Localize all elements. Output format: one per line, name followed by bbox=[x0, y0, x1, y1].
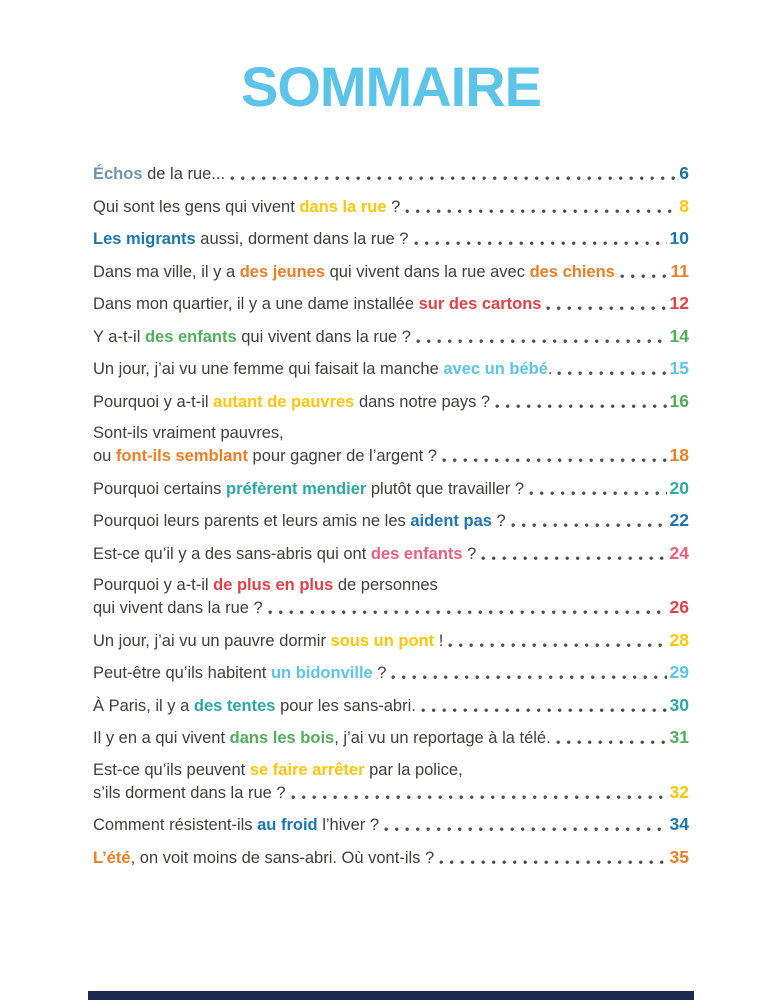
plain-text: plutôt que travailler ? bbox=[366, 479, 525, 498]
toc-line bbox=[93, 661, 689, 684]
toc-line bbox=[93, 596, 689, 619]
toc-entry bbox=[93, 227, 689, 250]
dot-leader bbox=[391, 675, 666, 680]
toc-line bbox=[93, 813, 689, 836]
plain-text: qui vivent dans la rue avec bbox=[325, 262, 530, 281]
highlight-text: des jeunes bbox=[239, 262, 326, 281]
toc-entry bbox=[93, 509, 689, 532]
toc-line bbox=[93, 629, 689, 652]
plain-text: dans notre pays ? bbox=[354, 392, 491, 411]
highlight-text: des tentes bbox=[193, 696, 276, 715]
toc-line bbox=[93, 574, 689, 596]
plain-text: l’hiver ? bbox=[317, 816, 380, 834]
plain-text: Y a-t-il bbox=[93, 327, 145, 346]
highlight-text: Échos bbox=[93, 165, 143, 183]
page-number: 29 bbox=[669, 662, 689, 682]
toc-line bbox=[93, 162, 689, 185]
toc-entry bbox=[93, 162, 689, 185]
toc-entry bbox=[93, 195, 689, 218]
highlight-text: dans les bois bbox=[229, 729, 335, 747]
page-number: 15 bbox=[669, 358, 689, 378]
page-number: 10 bbox=[669, 228, 689, 248]
plain-text: pour les sans-abri. bbox=[275, 696, 416, 715]
dot-leader bbox=[414, 241, 667, 246]
toc-entry bbox=[93, 574, 689, 619]
plain-text: s’ils dorment dans la rue ? bbox=[93, 783, 286, 802]
page-number: 11 bbox=[670, 260, 689, 281]
toc-line bbox=[93, 781, 689, 804]
dot-leader bbox=[557, 371, 666, 376]
highlight-text: au froid bbox=[257, 816, 318, 834]
dot-leader bbox=[384, 827, 666, 832]
page-number: 14 bbox=[669, 325, 689, 346]
entry-text bbox=[93, 847, 434, 869]
plain-text: ? bbox=[372, 664, 387, 682]
plain-text: Peut-être qu’ils habitent bbox=[93, 664, 271, 682]
plain-text: Sont-ils vraiment pauvres, bbox=[93, 424, 284, 442]
plain-text: , on voit moins de sans-abri. Où vont-ils ? bbox=[130, 848, 435, 867]
plain-text: Dans ma ville, il y a bbox=[93, 262, 240, 281]
toc-entry bbox=[93, 661, 689, 684]
page-number: 20 bbox=[669, 477, 689, 498]
plain-text: Est-ce qu’il y a des sans-abris qui ont bbox=[93, 544, 371, 563]
toc-entry bbox=[93, 260, 689, 283]
dot-leader bbox=[529, 491, 666, 496]
entry-text bbox=[93, 782, 286, 804]
dot-leader bbox=[442, 458, 667, 463]
plain-text: ! bbox=[434, 631, 444, 650]
page-title: SOMMAIRE bbox=[241, 55, 541, 118]
plain-text: par la police, bbox=[364, 760, 463, 779]
toc-line bbox=[93, 357, 689, 380]
dot-leader bbox=[421, 708, 667, 713]
page-edge-bar bbox=[88, 991, 694, 1000]
entry-text bbox=[93, 574, 438, 596]
plain-text: Un jour, j’ai vu une femme qui faisait la manche bbox=[93, 360, 444, 378]
page-number: 6 bbox=[679, 163, 689, 183]
entry-text bbox=[93, 261, 615, 283]
dot-leader bbox=[556, 740, 667, 745]
dot-leader bbox=[495, 404, 666, 409]
toc-entry bbox=[93, 325, 689, 348]
toc-line bbox=[93, 509, 689, 532]
toc-line bbox=[93, 444, 689, 467]
entry-text bbox=[93, 630, 443, 652]
toc-line bbox=[93, 694, 689, 717]
entry-text bbox=[93, 358, 552, 380]
toc-entry bbox=[93, 422, 689, 467]
plain-text: , j’ai vu un reportage à la télé. bbox=[334, 729, 551, 747]
plain-text: ? bbox=[386, 197, 401, 216]
dot-leader bbox=[416, 339, 667, 344]
plain-text: Pourquoi leurs parents et leurs amis ne les bbox=[93, 512, 411, 530]
page-number: 31 bbox=[669, 727, 689, 747]
toc-line bbox=[93, 227, 689, 250]
entry-text bbox=[93, 391, 490, 413]
entry-text bbox=[93, 422, 284, 444]
page-number: 35 bbox=[669, 846, 689, 867]
plain-text: Pourquoi y a-t-il bbox=[93, 392, 214, 411]
dot-leader bbox=[405, 209, 676, 214]
page-number: 30 bbox=[669, 694, 689, 715]
dot-leader bbox=[481, 556, 666, 561]
toc-entry bbox=[93, 726, 689, 749]
toc-entry bbox=[93, 694, 689, 717]
toc-entry bbox=[93, 357, 689, 380]
dot-leader bbox=[448, 643, 666, 648]
dot-leader bbox=[511, 523, 667, 528]
highlight-text: avec un bébé bbox=[443, 360, 548, 378]
dot-leader bbox=[230, 176, 676, 181]
highlight-text: sur des cartons bbox=[418, 295, 542, 313]
toc-line bbox=[93, 325, 689, 348]
highlight-text: sous un pont bbox=[330, 631, 435, 650]
toc-entry bbox=[93, 292, 689, 315]
toc-entry bbox=[93, 846, 689, 869]
toc-entry bbox=[93, 390, 689, 413]
entry-text bbox=[93, 478, 524, 500]
plain-text: pour gagner de l’argent ? bbox=[247, 447, 437, 465]
plain-text: . bbox=[547, 360, 553, 378]
dot-leader bbox=[268, 610, 667, 615]
toc-line bbox=[93, 759, 689, 781]
toc-line bbox=[93, 195, 689, 218]
dot-leader bbox=[546, 306, 666, 311]
entry-text bbox=[93, 163, 225, 185]
page-number: 12 bbox=[669, 293, 689, 313]
toc-line bbox=[93, 260, 689, 283]
plain-text: ? bbox=[491, 512, 506, 530]
page-number: 34 bbox=[669, 814, 689, 834]
plain-text: Est-ce qu’ils peuvent bbox=[93, 760, 250, 779]
toc-line bbox=[93, 726, 689, 749]
entry-text bbox=[93, 543, 476, 565]
page-number: 16 bbox=[669, 390, 689, 411]
highlight-text: font-ils semblant bbox=[115, 447, 248, 465]
plain-text: qui vivent dans la rue ? bbox=[93, 599, 263, 617]
toc-line bbox=[93, 477, 689, 500]
entry-text bbox=[93, 662, 386, 684]
highlight-text: aident pas bbox=[410, 512, 492, 530]
plain-text: Il y en a qui vivent bbox=[93, 729, 230, 747]
highlight-text: des enfants bbox=[370, 544, 463, 563]
plain-text: Dans mon quartier, il y a une dame installée bbox=[93, 295, 419, 313]
dot-leader bbox=[439, 860, 666, 865]
page-number: 28 bbox=[669, 629, 689, 650]
page-number: 26 bbox=[669, 597, 689, 617]
page-number: 24 bbox=[669, 542, 689, 563]
entry-text bbox=[93, 597, 263, 619]
toc-line bbox=[93, 422, 689, 444]
plain-text: ? bbox=[462, 544, 477, 563]
entry-text bbox=[93, 445, 437, 467]
toc-list bbox=[93, 162, 689, 878]
highlight-text: des enfants bbox=[144, 327, 237, 346]
plain-text: Pourquoi y a-t-il bbox=[93, 576, 214, 594]
toc-entry bbox=[93, 542, 689, 565]
entry-text bbox=[93, 759, 463, 781]
plain-text: À Paris, il y a bbox=[93, 696, 194, 715]
plain-text: aussi, dorment dans la rue ? bbox=[195, 230, 409, 248]
highlight-text: dans la rue bbox=[299, 197, 387, 216]
plain-text: de la rue... bbox=[142, 165, 226, 183]
plain-text: ou bbox=[93, 447, 116, 465]
dot-leader bbox=[620, 274, 668, 279]
entry-text bbox=[93, 293, 541, 315]
page-number: 8 bbox=[679, 195, 689, 216]
toc-entry bbox=[93, 759, 689, 804]
highlight-text: un bidonville bbox=[270, 664, 373, 682]
entry-text bbox=[93, 695, 416, 717]
plain-text: Un jour, j’ai vu un pauvre dormir bbox=[93, 631, 331, 650]
toc-line bbox=[93, 292, 689, 315]
plain-text: Qui sont les gens qui vivent bbox=[93, 197, 300, 216]
plain-text: de personnes bbox=[333, 576, 438, 594]
entry-text bbox=[93, 326, 411, 348]
toc-entry bbox=[93, 813, 689, 836]
page-number: 22 bbox=[669, 510, 689, 530]
plain-text: qui vivent dans la rue ? bbox=[236, 327, 411, 346]
highlight-text: autant de pauvres bbox=[213, 392, 355, 411]
entry-text bbox=[93, 196, 400, 218]
toc-line bbox=[93, 846, 689, 869]
entry-text bbox=[93, 727, 551, 749]
page-number: 32 bbox=[669, 781, 689, 802]
highlight-text: se faire arrêter bbox=[249, 760, 365, 779]
toc-entry bbox=[93, 477, 689, 500]
dot-leader bbox=[291, 795, 667, 800]
highlight-text: des chiens bbox=[529, 262, 615, 281]
toc-line bbox=[93, 542, 689, 565]
toc-entry bbox=[93, 629, 689, 652]
entry-text bbox=[93, 510, 506, 532]
page-number: 18 bbox=[669, 445, 689, 465]
plain-text: Pourquoi certains bbox=[93, 479, 226, 498]
toc-line bbox=[93, 390, 689, 413]
entry-text bbox=[93, 228, 409, 250]
entry-text bbox=[93, 814, 379, 836]
highlight-text: préfèrent mendier bbox=[226, 479, 367, 498]
highlight-text: Les migrants bbox=[93, 230, 196, 248]
plain-text: Comment résistent-ils bbox=[93, 816, 258, 834]
highlight-text: L’été bbox=[93, 848, 131, 867]
highlight-text: de plus en plus bbox=[213, 576, 334, 594]
